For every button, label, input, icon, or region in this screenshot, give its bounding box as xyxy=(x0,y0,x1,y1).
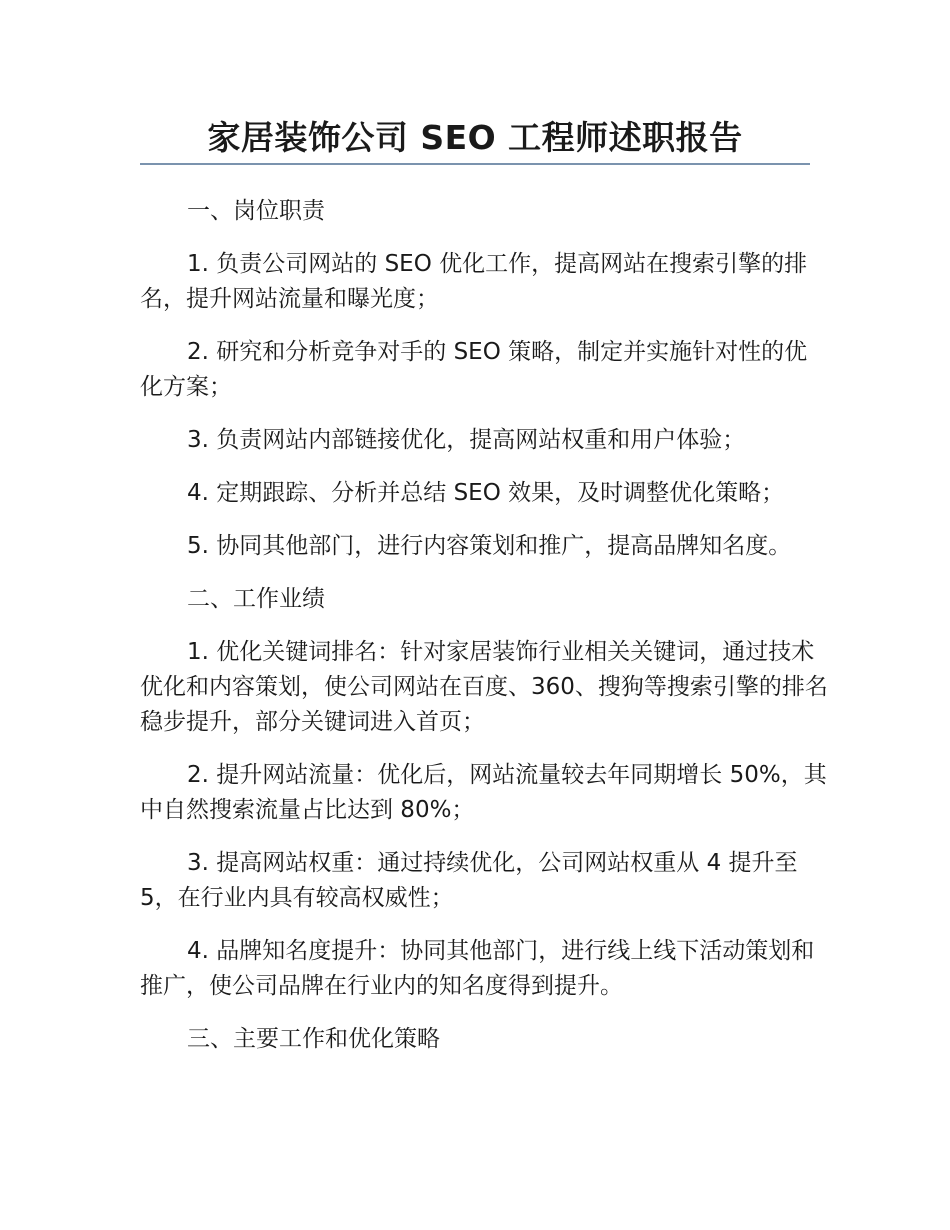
paragraph: 2. 提升网站流量：优化后，网站流量较去年同期增长 50%，其中自然搜索流量占比达到 80%； xyxy=(140,762,827,823)
paragraph: 2. 研究和分析竞争对手的 SEO 策略，制定并实施针对性的优化方案； xyxy=(140,339,808,400)
document-body xyxy=(140,194,828,1075)
paragraph: 3. 提高网站权重：通过持续优化，公司网站权重从 4 提升至 5，在行业内具有较高权威性； xyxy=(140,850,798,911)
paragraph: 4. 定期跟踪、分析并总结 SEO 效果，及时调整优化策略； xyxy=(187,480,785,506)
paragraph: 5. 协同其他部门，进行内容策划和推广，提高品牌知名度。 xyxy=(187,533,792,559)
section-heading-strategy: 三、主要工作和优化策略 xyxy=(187,1026,440,1052)
paragraph: 4. 品牌知名度提升：协同其他部门，进行线上线下活动策划和推广，使公司品牌在行业内的知名度得到提升。 xyxy=(140,938,815,999)
paragraph: 1. 负责公司网站的 SEO 优化工作，提高网站在搜索引擎的排名，提升网站流量和曝光度； xyxy=(140,251,808,312)
document-title: 家居装饰公司 SEO 工程师述职报告 xyxy=(207,118,743,157)
section-heading-performance: 二、工作业绩 xyxy=(187,586,325,612)
section-heading-duties: 一、岗位职责 xyxy=(187,198,325,224)
paragraph: 1. 优化关键词排名：针对家居装饰行业相关关键词，通过技术优化和内容策划，使公司网站在百度、360、搜狗等搜索引擎的排名稳步提升，部分关键词进入首页； xyxy=(140,639,828,735)
title-underline xyxy=(140,163,810,165)
paragraph: 3. 负责网站内部链接优化，提高网站权重和用户体验； xyxy=(187,427,746,453)
